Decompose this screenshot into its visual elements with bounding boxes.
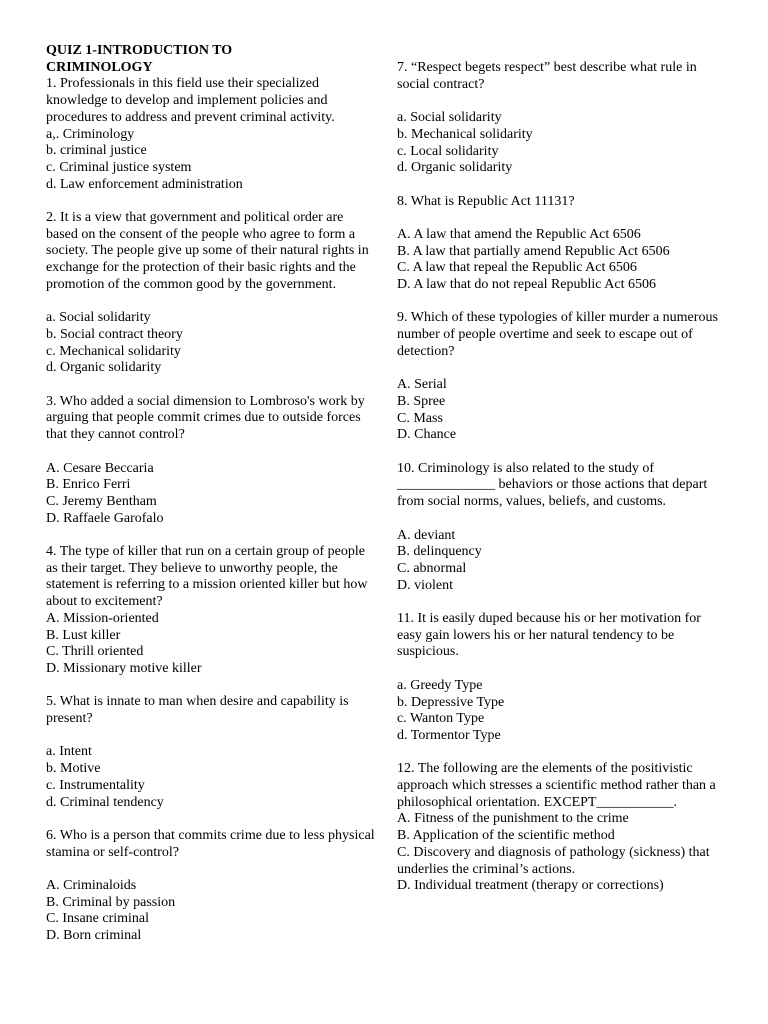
- answer-option: D. Missionary motive killer: [46, 660, 202, 676]
- question-text: 2. It is a view that government and political order are based on the consent of the people who agree to form a society. The people give up some of their natural rights in exchange for the protection of their basic rights and the promotion of the common good by the government.: [46, 210, 369, 292]
- answer-option: a,. Criminology: [46, 126, 135, 142]
- question-block: [46, 544, 376, 678]
- answer-option: b. Mechanical solidarity: [397, 126, 533, 142]
- spacer: [46, 444, 376, 461]
- question-text: 9. Which of these typologies of killer murder a numerous number of people overtime and seek to escape out of detection?: [397, 310, 718, 359]
- question-block: [46, 694, 376, 811]
- answer-option: c. Instrumentality: [46, 777, 145, 793]
- question-text: 1. Professionals in this field use their specialized knowledge to develop and implement policies and procedures to address and prevent criminal activity.: [46, 76, 335, 125]
- answer-option: B. Enrico Ferri: [46, 477, 131, 493]
- answer-option: b. Motive: [46, 761, 101, 777]
- spacer: [397, 661, 727, 678]
- answer-option: A. Cesare Beccaria: [46, 460, 154, 476]
- answer-option: a. Social solidarity: [46, 310, 151, 326]
- question-block: [46, 210, 376, 377]
- quiz-title-line-1: QUIZ 1-INTRODUCTION TO: [46, 43, 233, 58]
- answer-option: A. Criminaloids: [46, 878, 137, 894]
- answer-option: C. Insane criminal: [46, 911, 150, 927]
- answer-option: b. criminal justice: [46, 143, 147, 159]
- answer-option: a. Greedy Type: [397, 677, 483, 693]
- answer-option: C. abnormal: [397, 560, 467, 576]
- spacer: [46, 861, 376, 878]
- answer-option: D. Raffaele Garofalo: [46, 510, 164, 526]
- quiz-title-line-2: CRIMINOLOGY: [46, 59, 153, 75]
- answer-option: D. Chance: [397, 427, 457, 443]
- answer-option: B. Criminal by passion: [46, 894, 176, 910]
- spacer: [46, 728, 376, 745]
- question-text: 11. It is easily duped because his or her motivation for easy gain lowers his or her natural tendency to be suspicious.: [397, 611, 701, 660]
- question-block: [397, 310, 727, 444]
- spacer: [397, 511, 727, 528]
- spacer: [397, 93, 727, 110]
- answer-option: D. Born criminal: [46, 928, 142, 944]
- answer-option: B. A law that partially amend Republic Act 6506: [397, 243, 670, 259]
- answer-option: c. Wanton Type: [397, 711, 485, 727]
- answer-option: d. Tormentor Type: [397, 727, 501, 743]
- answer-option: C. Discovery and diagnosis of pathology (sickness) that underlies the criminal’s actions.: [397, 844, 710, 877]
- question-block: [397, 611, 727, 745]
- answer-option: D. A law that do not repeal Republic Act 6506: [397, 277, 656, 293]
- answer-option: d. Law enforcement administration: [46, 176, 243, 192]
- answer-option: b. Social contract theory: [46, 326, 183, 342]
- question-block: [397, 461, 727, 595]
- answer-option: C. Jeremy Bentham: [46, 493, 157, 509]
- answer-option: B. Spree: [397, 393, 446, 409]
- question-text: 8. What is Republic Act 11131?: [397, 193, 575, 209]
- answer-option: d. Organic solidarity: [46, 360, 162, 376]
- answer-option: c. Criminal justice system: [46, 159, 192, 175]
- right-column: [397, 60, 727, 895]
- answer-option: A. A law that amend the Republic Act 6506: [397, 226, 641, 242]
- answer-option: D. violent: [397, 577, 453, 593]
- spacer: [46, 294, 376, 311]
- answer-option: c. Local solidarity: [397, 143, 499, 159]
- answer-option: d. Criminal tendency: [46, 794, 164, 810]
- question-text: 4. The type of killer that run on a certain group of people as their target. They believe to unworthy people, the statement is referring to a mission oriented killer but how about to excitement?: [46, 544, 368, 610]
- answer-option: D. Individual treatment (therapy or corrections): [397, 878, 664, 894]
- question-block: [46, 828, 376, 945]
- question-text: 12. The following are the elements of the positivistic approach which stresses a scientific method rather than a philosophical orientation. EXCEPT___________.: [397, 761, 716, 810]
- question-block: [397, 761, 727, 895]
- answer-option: B. delinquency: [397, 544, 482, 560]
- right-question-list: [397, 60, 727, 895]
- left-question-list: [46, 76, 376, 944]
- answer-option: C. Mass: [397, 410, 443, 426]
- question-block: [46, 394, 376, 528]
- left-column: [46, 43, 376, 945]
- question-text: 5. What is innate to man when desire and capability is present?: [46, 694, 349, 727]
- answer-option: b. Depressive Type: [397, 694, 505, 710]
- answer-option: c. Mechanical solidarity: [46, 343, 181, 359]
- answer-option: B. Lust killer: [46, 627, 121, 643]
- question-block: [397, 194, 727, 294]
- question-text: 6. Who is a person that commits crime due to less physical stamina or self-control?: [46, 827, 375, 860]
- answer-option: a. Social solidarity: [397, 110, 502, 126]
- question-text: 7. “Respect begets respect” best describe what rule in social contract?: [397, 60, 697, 92]
- question-text: 10. Criminology is also related to the study of ______________ behaviors or those actions that depart from social norms, values, beliefs, and customs.: [397, 460, 708, 510]
- answer-option: A. Serial: [397, 377, 447, 393]
- answer-option: A. deviant: [397, 527, 456, 543]
- question-block: [397, 60, 727, 177]
- answer-option: C. Thrill oriented: [46, 644, 144, 660]
- answer-option: C. A law that repeal the Republic Act 6506: [397, 260, 637, 276]
- answer-option: B. Application of the scientific method: [397, 828, 615, 844]
- answer-option: A. Fitness of the punishment to the crime: [397, 811, 629, 827]
- question-block: [46, 76, 376, 193]
- answer-option: d. Organic solidarity: [397, 160, 513, 176]
- answer-option: a. Intent: [46, 744, 92, 760]
- spacer: [397, 361, 727, 378]
- question-text: 3. Who added a social dimension to Lombroso's work by arguing that people commit crimes due to outside forces that they cannot control?: [46, 393, 365, 443]
- spacer: [397, 210, 727, 227]
- answer-option: A. Mission-oriented: [46, 610, 159, 626]
